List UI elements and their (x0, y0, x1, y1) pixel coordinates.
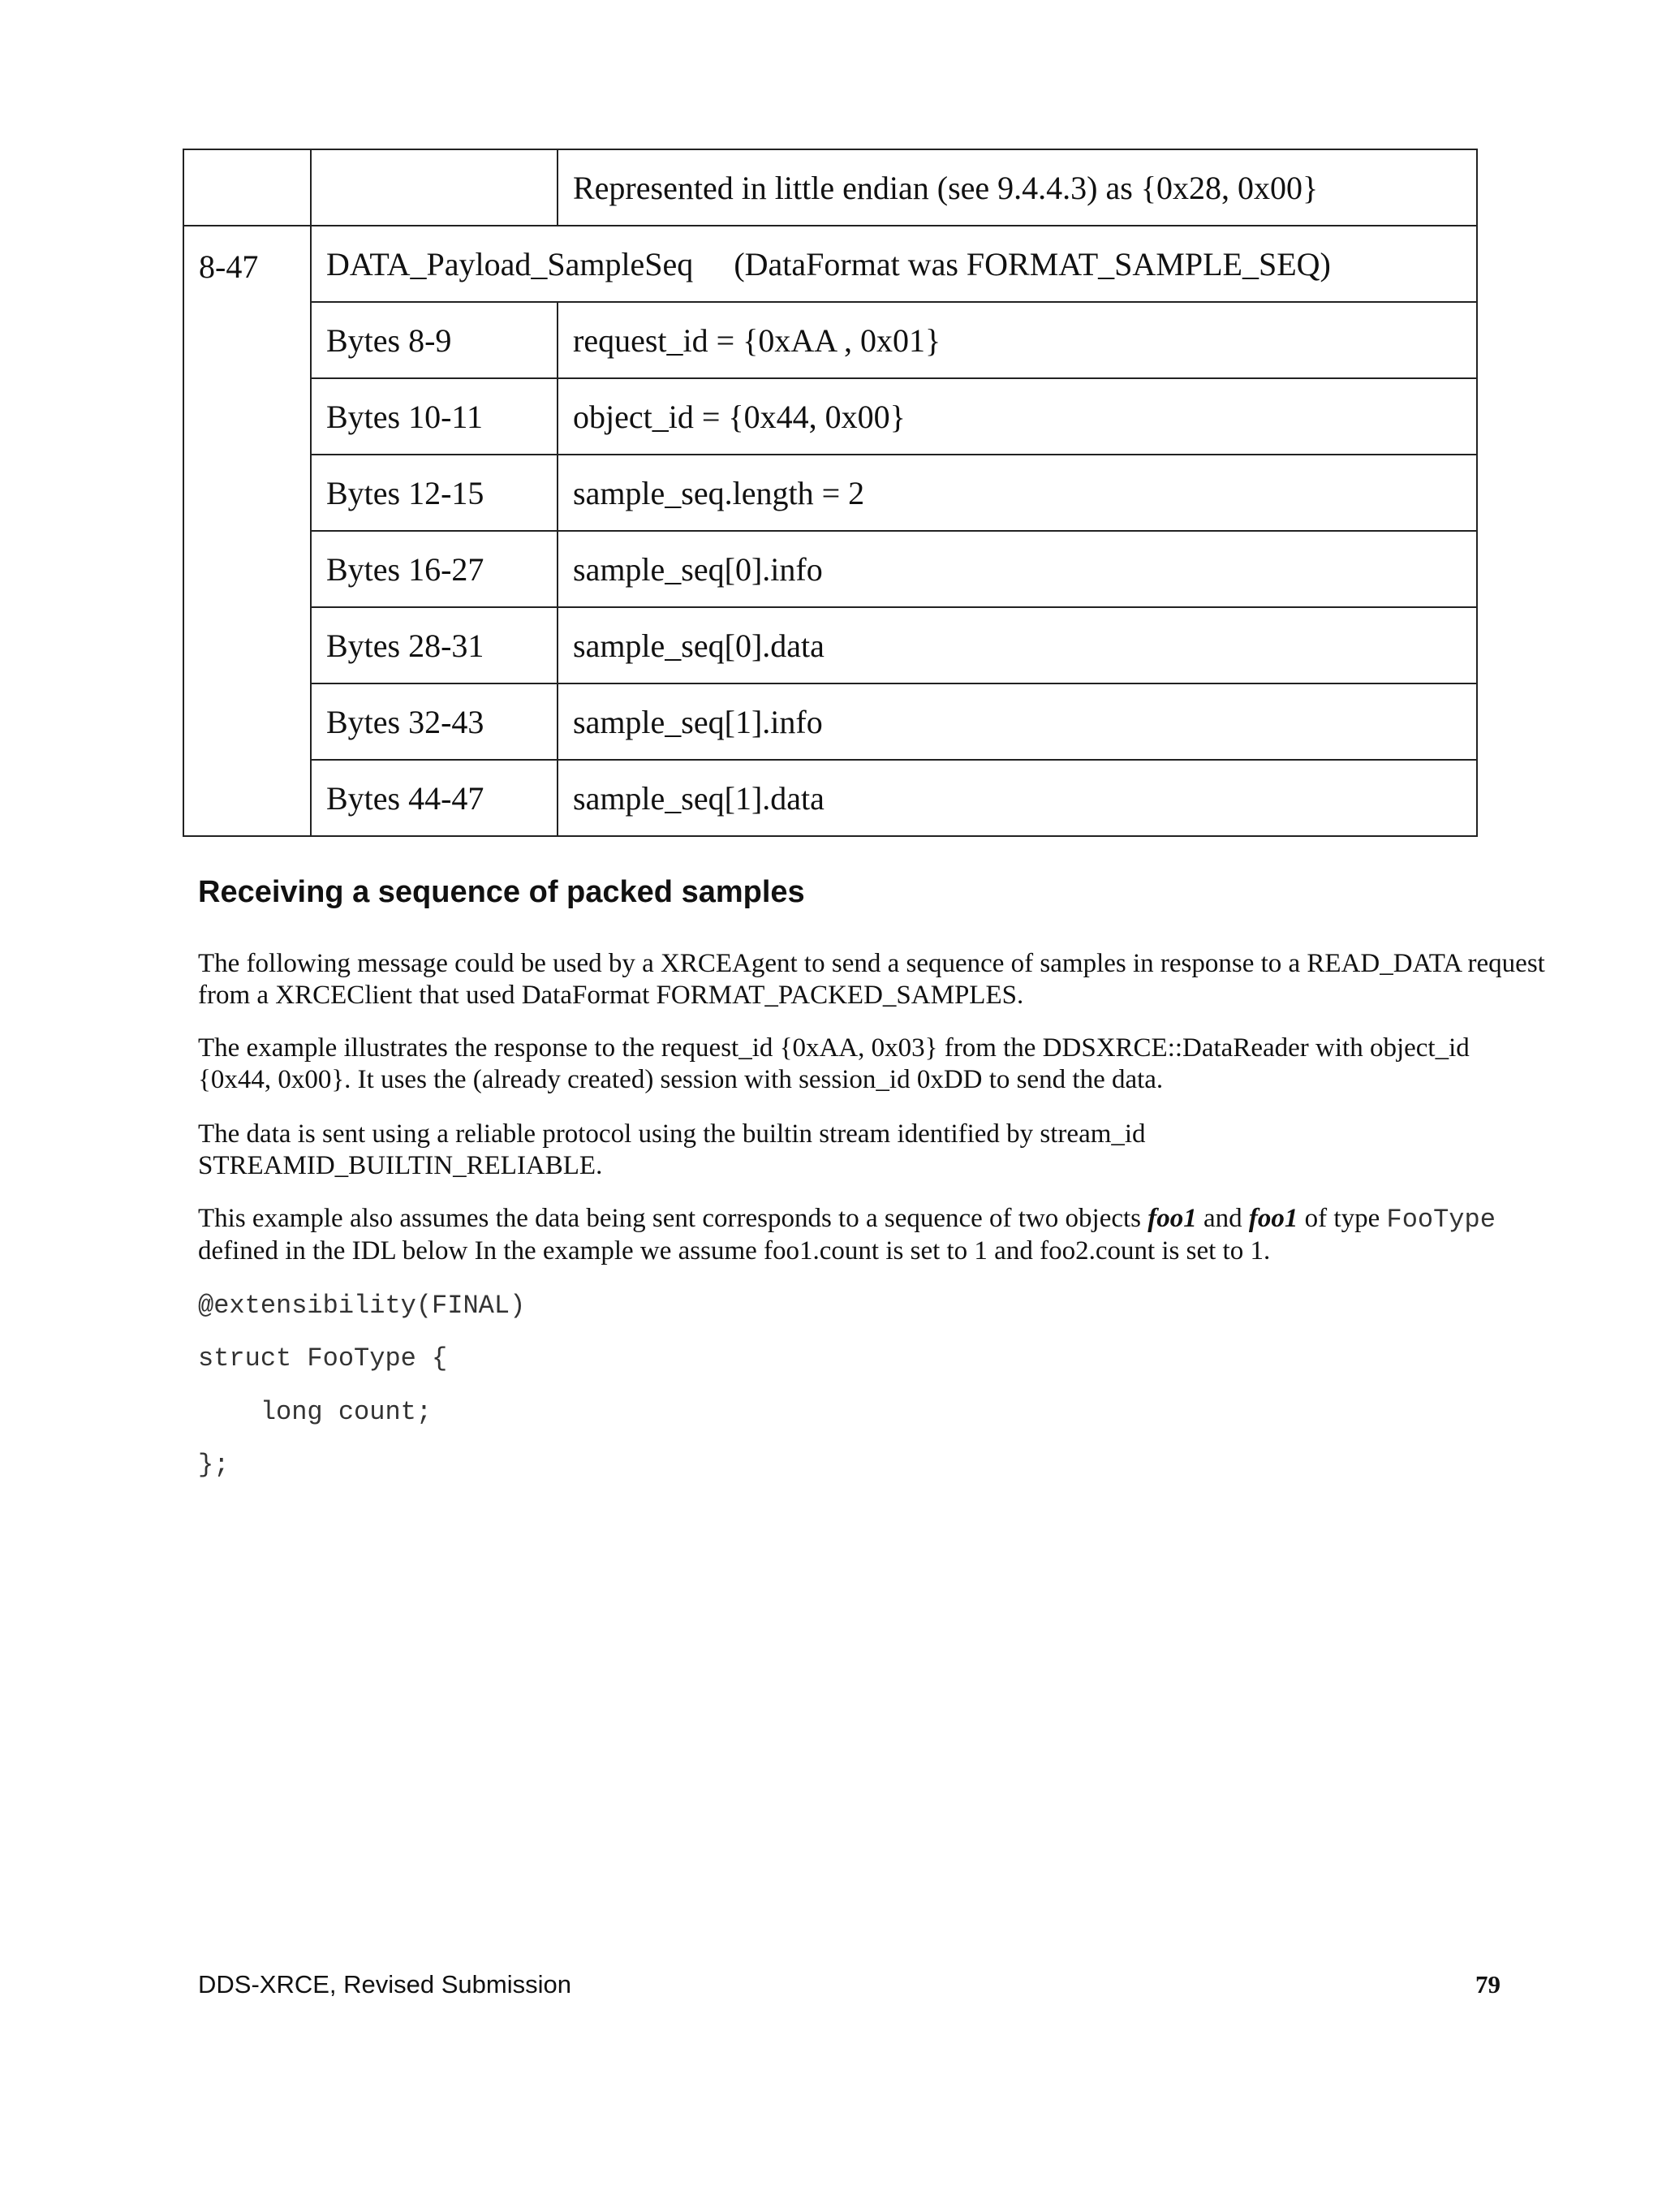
desc-cell: sample_seq[1].data (558, 760, 1477, 836)
object-name: foo1 (1147, 1204, 1197, 1233)
desc-cell: object_id = {0x44, 0x00} (558, 378, 1477, 455)
payload-header-cell (311, 226, 1477, 302)
table-row (183, 531, 1477, 607)
desc-cell: sample_seq.length = 2 (558, 455, 1477, 531)
table-row (183, 302, 1477, 378)
bytes-cell: Bytes 12-15 (311, 455, 558, 531)
table-row (183, 455, 1477, 531)
paragraph: The example illustrates the response to the request_id {0xAA, 0x03} from the DDSXRCE::DataReader with object_id {0x44, 0x00}. It uses the (already created) session with session_id 0xDD to send the data. (198, 1033, 1470, 1094)
bytes-cell: Bytes 28-31 (311, 607, 558, 683)
text-run: This example also assumes the data being sent corresponds to a sequence of two objects (198, 1204, 1148, 1233)
table-row (183, 226, 1477, 302)
code-line: struct FooType { (198, 1343, 448, 1373)
desc-cell: sample_seq[0].data (558, 607, 1477, 683)
text-run: defined in the IDL below In the example we assume foo1.count is set to 1 and foo2.count is set to 1. (198, 1236, 1271, 1266)
byte-range-cell: 8-47 (183, 226, 311, 836)
footer-title: DDS-XRCE, Revised Submission (198, 1970, 571, 1999)
payload-format: (DataFormat was FORMAT_SAMPLE_SEQ) (734, 245, 1331, 282)
table-row (183, 760, 1477, 836)
table-row (183, 683, 1477, 760)
paragraph: The following message could be used by a XRCEAgent to send a sequence of samples in response to a READ_DATA request from a XRCEClient that used DataFormat FORMAT_PACKED_SAMPLES. (198, 949, 1545, 1010)
code-line: }; (198, 1450, 230, 1480)
section-heading: Receiving a sequence of packed samples (198, 875, 805, 909)
code-line: @extensibility(FINAL) (198, 1291, 526, 1321)
table-row (183, 378, 1477, 455)
page-number: 79 (1475, 1970, 1501, 1999)
text-run: and (1196, 1204, 1249, 1233)
code-line: long count; (198, 1397, 433, 1427)
table-cell-empty (311, 149, 558, 226)
table-cell-empty (183, 149, 311, 226)
type-name: FooType (1386, 1205, 1496, 1235)
byte-layout-table (183, 149, 1478, 837)
table-row (183, 149, 1477, 226)
table-cell-desc: Represented in little endian (see 9.4.4.3) as {0x28, 0x00} (558, 149, 1477, 226)
payload-name: DATA_Payload_SampleSeq (326, 245, 694, 282)
bytes-cell: Bytes 32-43 (311, 683, 558, 760)
table-row (183, 607, 1477, 683)
bytes-cell: Bytes 44-47 (311, 760, 558, 836)
object-name: foo1 (1248, 1204, 1298, 1233)
bytes-cell: Bytes 8-9 (311, 302, 558, 378)
bytes-cell: Bytes 10-11 (311, 378, 558, 455)
bytes-cell: Bytes 16-27 (311, 531, 558, 607)
desc-cell: sample_seq[1].info (558, 683, 1477, 760)
desc-cell: request_id = {0xAA , 0x01} (558, 302, 1477, 378)
paragraph (198, 1203, 1545, 1267)
paragraph: The data is sent using a reliable protocol using the builtin stream identified by stream_id STREAMID_BUILTIN_RELIABLE. (198, 1119, 1146, 1180)
desc-cell: sample_seq[0].info (558, 531, 1477, 607)
text-run: of type (1298, 1204, 1387, 1233)
